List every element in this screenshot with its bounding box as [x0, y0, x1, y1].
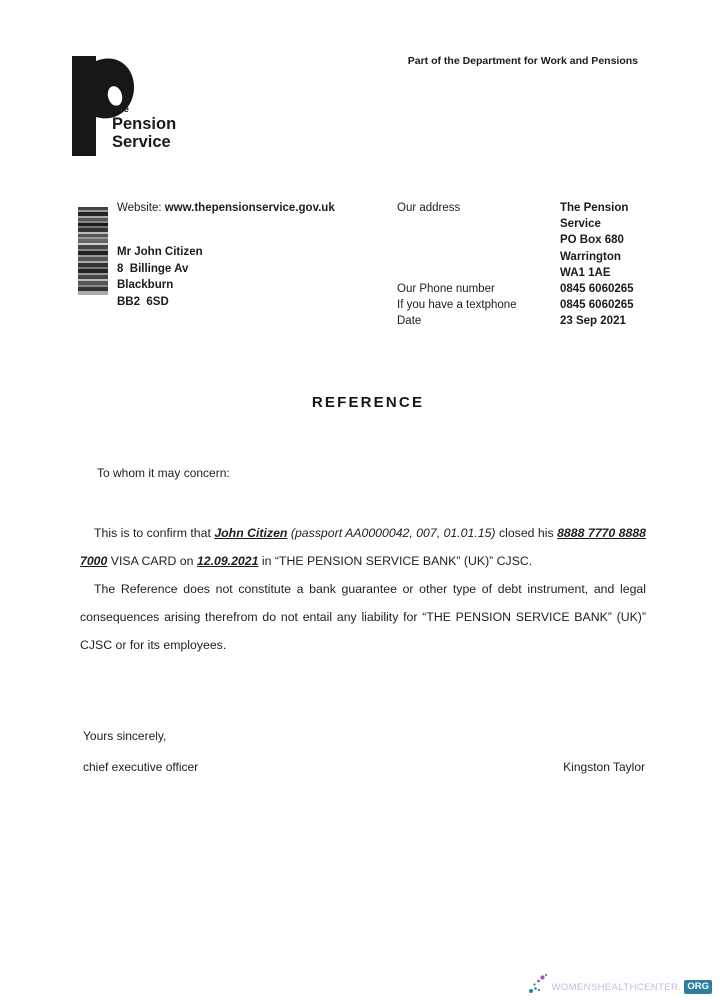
closing-line: Yours sincerely, — [83, 729, 167, 743]
signoff-name: Kingston Taylor — [563, 760, 645, 774]
textphone-label: If you have a textphone — [397, 299, 517, 312]
recipient-street: 8 Billinge Av — [117, 262, 189, 275]
signoff-role: chief executive officer — [83, 760, 199, 774]
recipient-postcode: BB2 6SD — [117, 295, 169, 308]
date-value: 23 Sep 2021 — [560, 315, 626, 328]
reference-title: REFERENCE — [311, 394, 425, 411]
watermark-site-name: WOMENSHEALTHCENTER. — [551, 982, 682, 993]
watermark-org-badge: ORG — [684, 980, 712, 994]
spacer-label — [397, 251, 560, 267]
p1-text-1: This is to confirm that — [94, 526, 215, 540]
p1-text-3: VISA CARD on — [107, 554, 197, 568]
logo-line-service: Service — [112, 133, 171, 151]
letter-body — [80, 519, 646, 659]
mail-barcode — [78, 207, 108, 295]
our-address-label: Our address — [397, 202, 461, 214]
website-url: www.thepensionservice.gov.uk — [164, 202, 335, 214]
sender-info-grid — [397, 202, 647, 332]
recipient-name: Mr John Citizen — [117, 246, 203, 258]
site-watermark — [528, 972, 712, 994]
dwp-tagline: Part of the Department for Work and Pensions — [407, 55, 638, 67]
pension-service-logo-text — [112, 105, 176, 151]
textphone-value: 0845 6060265 — [560, 299, 634, 312]
website-label: Website: — [117, 202, 162, 214]
our-address-value: WA1 1AE — [560, 266, 611, 279]
our-address-value: The Pension — [560, 202, 629, 214]
spacer-label — [397, 234, 560, 250]
our-address-value: Service — [560, 218, 601, 231]
body-paragraph-2: The Reference does not constitute a bank guarantee or other type of debt instrument, and legal consequences arising therefrom do not entail any liability for “THE PENSION SERVICE BANK” (UK)” CJSC or for its employees. — [80, 582, 646, 652]
p1-text-2: closed his — [495, 526, 558, 540]
recipient-address — [117, 244, 203, 310]
body-paragraph-1 — [80, 519, 646, 575]
spacer-label — [397, 267, 560, 283]
closure-date: 12.09.2021 — [196, 554, 259, 568]
phone-label: Our Phone number — [397, 282, 495, 295]
logo-line-the: The — [112, 104, 129, 115]
p1-text-4: in “THE PENSION SERVICE BANK” (UK)” CJSC. — [258, 554, 533, 568]
salutation: To whom it may concern: — [97, 466, 230, 480]
spacer-label — [397, 218, 560, 234]
recipient-city: Blackburn — [117, 279, 174, 292]
date-label: Date — [397, 315, 422, 328]
passport-details: (passport AA0000042, 007, 01.01.15) — [287, 526, 496, 540]
phone-value: 0845 6060265 — [560, 282, 634, 295]
our-address-value: PO Box 680 — [560, 234, 624, 247]
card-number: 8888 7770 8888 7000 — [80, 526, 646, 568]
our-address-value: Warrington — [560, 250, 621, 263]
logo-line-pension: Pension — [112, 115, 177, 133]
dots-swoosh-icon — [528, 972, 550, 994]
website-line — [117, 202, 335, 214]
confirmed-name: John Citizen — [214, 526, 288, 540]
